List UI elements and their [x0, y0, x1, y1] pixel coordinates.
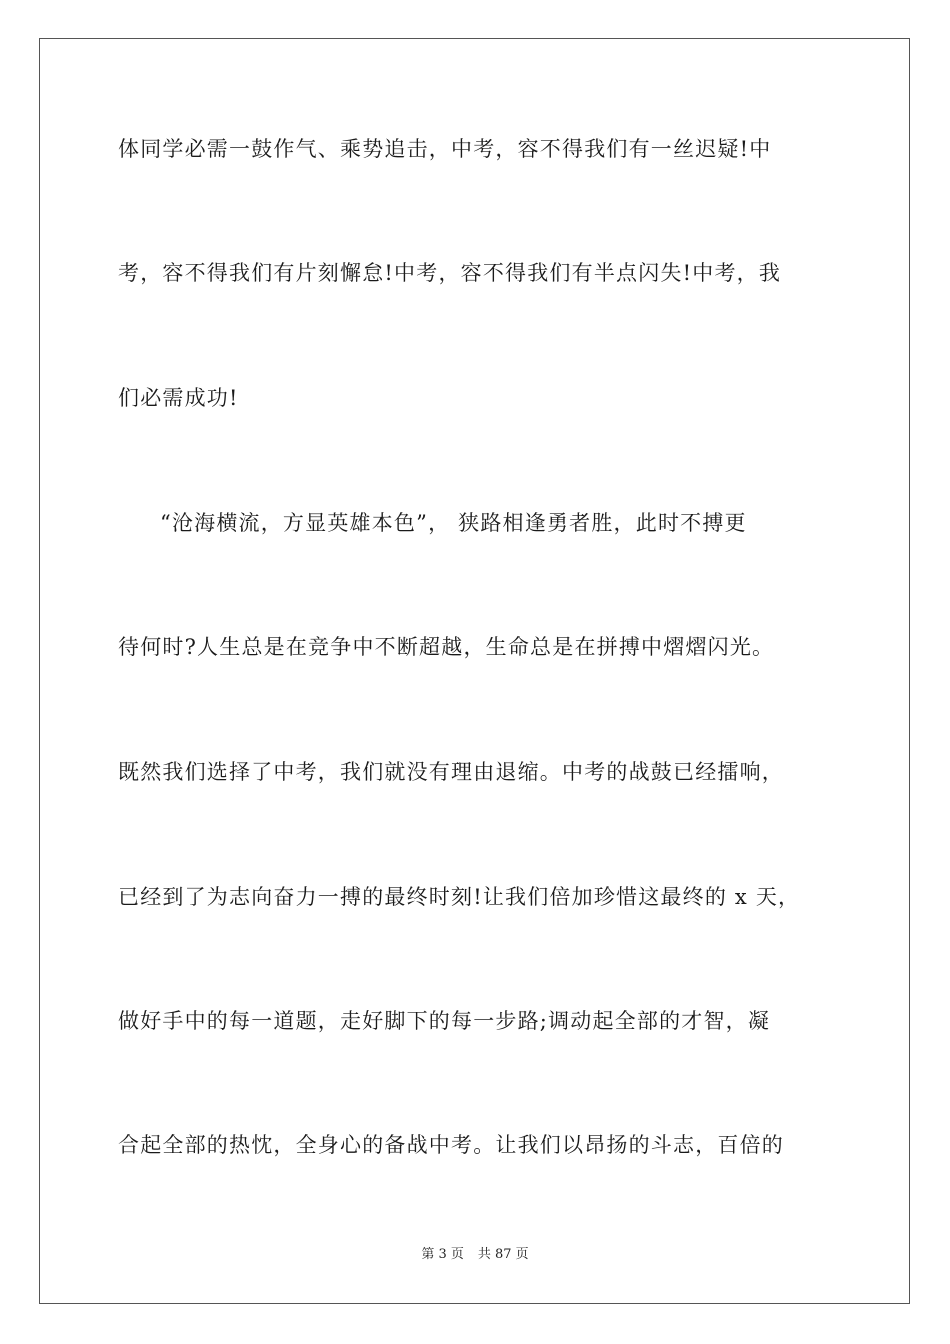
body-text-line-4: “沧海横流，方显英雄本色”， 狭路相逢勇者胜，此时不搏更: [160, 511, 747, 535]
body-text-line-7: 已经到了为志向奋力一搏的最终时刻!让我们倍加珍惜这最终的 x 天，: [118, 885, 801, 909]
body-text-line-9: 合起全部的热忱，全身心的备战中考。让我们以昂扬的斗志，百倍的: [118, 1133, 784, 1157]
body-text-line-2: 考，容不得我们有片刻懈怠!中考，容不得我们有半点闪失!中考，我: [118, 261, 782, 285]
body-text-line-8: 做好手中的每一道题，走好脚下的每一步路;调动起全部的才智，凝: [118, 1009, 771, 1033]
body-text-line-3: 们必需成功!: [118, 386, 239, 410]
page-total: 共 87 页: [477, 1247, 529, 1262]
page-border: [39, 38, 910, 1304]
body-text-line-6: 既然我们选择了中考，我们就没有理由退缩。中考的战鼓已经擂响，: [118, 760, 784, 784]
body-text-line-5: 待何时?人生总是在竞争中不断超越，生命总是在拼搏中熠熠闪光。: [118, 635, 775, 659]
page-footer: [0, 1246, 950, 1264]
body-text-line-1: 体同学必需一鼓作气、乘势追击，中考，容不得我们有一丝迟疑!中: [118, 137, 772, 161]
page-number: 第 3 页: [421, 1247, 464, 1262]
